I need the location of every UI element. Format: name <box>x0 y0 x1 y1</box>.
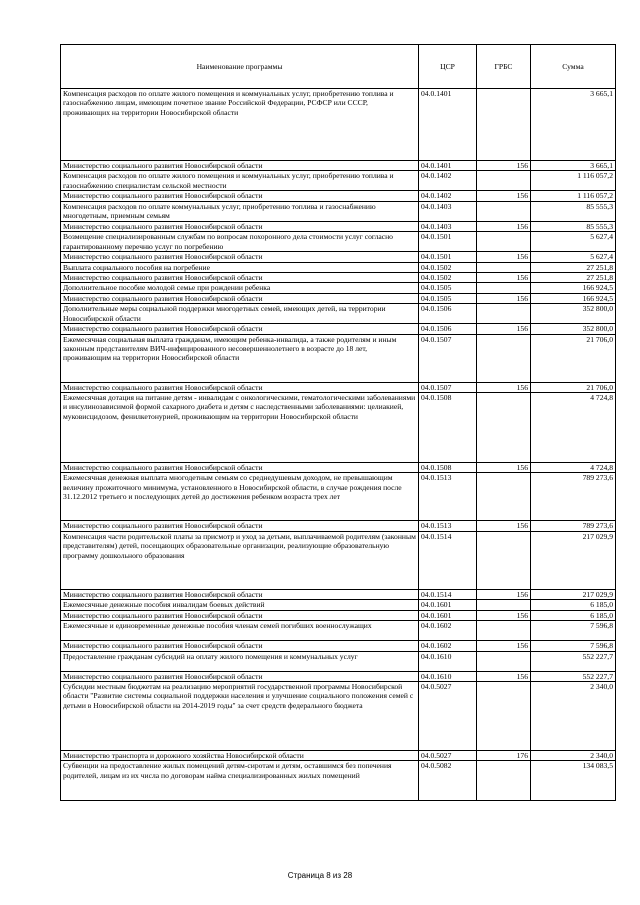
row-sum: 2 340,0 <box>531 750 616 760</box>
table-row <box>61 671 616 681</box>
row-grbs-code <box>477 304 531 324</box>
row-program-name: Министерство транспорта и дорожного хозяйства Новосибирской области <box>61 750 419 760</box>
table-row <box>61 531 616 589</box>
header-grbs: ГРБС <box>477 45 531 89</box>
row-sum: 7 596,8 <box>531 641 616 651</box>
row-grbs-code: 176 <box>477 750 531 760</box>
table-row <box>61 221 616 231</box>
page-number: Страница 8 из 28 <box>287 871 353 880</box>
row-sum: 789 273,6 <box>531 521 616 531</box>
row-grbs-code: 156 <box>477 273 531 283</box>
row-program-name: Выплата социального пособия на погребение <box>61 262 419 272</box>
table-row <box>61 232 616 252</box>
header-program-name: Наименование программы <box>61 45 419 89</box>
row-csr-code: 04.0.1508 <box>419 393 477 463</box>
table-row <box>61 463 616 473</box>
row-sum: 789 273,6 <box>531 473 616 521</box>
row-csr-code: 04.0.1513 <box>419 521 477 531</box>
row-sum: 217 029,9 <box>531 589 616 599</box>
row-grbs-code <box>477 531 531 589</box>
row-csr-code: 04.0.1602 <box>419 621 477 641</box>
row-program-name: Министерство социального развития Новосибирской области <box>61 641 419 651</box>
row-program-name: Возмещение специализированным службам по вопросам похоронного дела стоимости услуг согласно гарантированному перечню услуг по погребению <box>61 232 419 252</box>
table-row <box>61 610 616 620</box>
row-grbs-code: 156 <box>477 191 531 201</box>
row-csr-code: 04.0.1513 <box>419 473 477 521</box>
table-row <box>61 252 616 262</box>
table-row <box>61 382 616 392</box>
row-csr-code: 04.0.1506 <box>419 304 477 324</box>
row-program-name: Министерство социального развития Новосибирской области <box>61 521 419 531</box>
row-grbs-code <box>477 232 531 252</box>
row-sum: 21 706,0 <box>531 382 616 392</box>
row-csr-code: 04.0.1508 <box>419 463 477 473</box>
row-csr-code: 04.0.1403 <box>419 221 477 231</box>
row-csr-code: 04.0.1602 <box>419 641 477 651</box>
table-row <box>61 600 616 610</box>
row-sum: 3 665,1 <box>531 89 616 161</box>
row-program-name: Субсидии местным бюджетам на реализацию мероприятий государственной программы Новосибирской области "Развитие системы социальной поддержки населения и улучшение социального положения семей с детьми в Новосибирской области на 2014-2019 годы" за счет средств федерального бюджета <box>61 681 419 750</box>
table-row <box>61 304 616 324</box>
row-sum: 2 340,0 <box>531 681 616 750</box>
row-sum: 217 029,9 <box>531 531 616 589</box>
table-row <box>61 521 616 531</box>
row-sum: 85 555,3 <box>531 201 616 221</box>
row-grbs-code <box>477 201 531 221</box>
row-csr-code: 04.0.5082 <box>419 761 477 801</box>
row-grbs-code <box>477 262 531 272</box>
row-sum: 85 555,3 <box>531 221 616 231</box>
row-program-name: Министерство социального развития Новосибирской области <box>61 221 419 231</box>
table-row <box>61 273 616 283</box>
row-sum: 552 227,7 <box>531 651 616 671</box>
row-sum: 352 800,0 <box>531 304 616 324</box>
row-csr-code: 04.0.1401 <box>419 161 477 171</box>
row-grbs-code <box>477 473 531 521</box>
budget-table <box>60 44 616 801</box>
row-sum: 7 596,8 <box>531 621 616 641</box>
row-program-name: Дополнительные меры социальной поддержки многодетных семей, имеющих детей, на территории Новосибирской области <box>61 304 419 324</box>
row-csr-code: 04.0.1610 <box>419 651 477 671</box>
table-row <box>61 161 616 171</box>
row-program-name: Министерство социального развития Новосибирской области <box>61 161 419 171</box>
row-sum: 166 924,5 <box>531 283 616 293</box>
row-csr-code: 04.0.1402 <box>419 191 477 201</box>
row-csr-code: 04.0.1610 <box>419 671 477 681</box>
table-row <box>61 262 616 272</box>
row-program-name: Ежемесячная денежная выплата многодетным семьям со среднедушевым доходом, не превышающим величину прожиточного минимума, установленного в Новосибирской области, в случае рождения после 31.12.2012 третьего и последующих детей до достижения ребенком возраста трех лет <box>61 473 419 521</box>
row-csr-code: 04.0.1401 <box>419 89 477 161</box>
row-grbs-code: 156 <box>477 324 531 334</box>
row-grbs-code <box>477 681 531 750</box>
row-program-name: Ежемесячные и единовременные денежные пособия членам семей погибших военнослужащих <box>61 621 419 641</box>
table-row <box>61 641 616 651</box>
row-program-name: Дополнительное пособие молодой семье при рождении ребенка <box>61 283 419 293</box>
row-sum: 6 185,0 <box>531 600 616 610</box>
row-sum: 5 627,4 <box>531 232 616 252</box>
row-csr-code: 04.0.1402 <box>419 171 477 191</box>
row-sum: 1 116 057,2 <box>531 191 616 201</box>
header-sum: Сумма <box>531 45 616 89</box>
row-csr-code: 04.0.1601 <box>419 610 477 620</box>
table-row <box>61 589 616 599</box>
row-sum: 3 665,1 <box>531 161 616 171</box>
row-grbs-code <box>477 621 531 641</box>
row-csr-code: 04.0.1502 <box>419 262 477 272</box>
row-csr-code: 04.0.1601 <box>419 600 477 610</box>
row-csr-code: 04.0.1507 <box>419 334 477 382</box>
row-program-name: Министерство социального развития Новосибирской области <box>61 589 419 599</box>
row-grbs-code <box>477 283 531 293</box>
row-sum: 6 185,0 <box>531 610 616 620</box>
table-body <box>61 89 616 801</box>
row-sum: 4 724,8 <box>531 463 616 473</box>
row-csr-code: 04.0.1403 <box>419 201 477 221</box>
row-csr-code: 04.0.1501 <box>419 232 477 252</box>
row-sum: 21 706,0 <box>531 334 616 382</box>
table-row <box>61 293 616 303</box>
table-row <box>61 750 616 760</box>
table-row <box>61 201 616 221</box>
row-program-name: Компенсация расходов по оплате коммунальных услуг, приобретению топлива и газоснабжению многодетным, приемным семьям <box>61 201 419 221</box>
row-grbs-code: 156 <box>477 610 531 620</box>
row-csr-code: 04.0.1506 <box>419 324 477 334</box>
row-program-name: Министерство социального развития Новосибирской области <box>61 324 419 334</box>
row-program-name: Субвенции на предоставление жилых помещений детям-сиротам и детям, оставшимся без попечения родителей, лицам из их числа по договорам найма специализированных жилых помещений <box>61 761 419 801</box>
row-sum: 166 924,5 <box>531 293 616 303</box>
row-grbs-code: 156 <box>477 293 531 303</box>
row-program-name: Министерство социального развития Новосибирской области <box>61 293 419 303</box>
row-grbs-code <box>477 393 531 463</box>
table-row <box>61 171 616 191</box>
row-csr-code: 04.0.1502 <box>419 273 477 283</box>
row-csr-code: 04.0.1514 <box>419 589 477 599</box>
row-program-name: Компенсация расходов по оплате жилого помещения и коммунальных услуг, приобретению топлива и газоснабжению специалистам сельской местности <box>61 171 419 191</box>
row-csr-code: 04.0.1501 <box>419 252 477 262</box>
row-program-name: Предоставление гражданам субсидий на оплату жилого помещения и коммунальных услуг <box>61 651 419 671</box>
row-program-name: Компенсация расходов по оплате жилого помещения и коммунальных услуг, приобретению топлива и газоснабжению лицам, имеющим почетное звание Российской Федерации, РСФСР или СССР, проживающих на территории Новосибирской области <box>61 89 419 161</box>
row-grbs-code: 156 <box>477 521 531 531</box>
row-csr-code: 04.0.1507 <box>419 382 477 392</box>
row-program-name: Министерство социального развития Новосибирской области <box>61 671 419 681</box>
row-sum: 552 227,7 <box>531 671 616 681</box>
row-program-name: Ежемесячные денежные пособия инвалидам боевых действий <box>61 600 419 610</box>
row-sum: 1 116 057,2 <box>531 171 616 191</box>
table-row <box>61 681 616 750</box>
row-sum: 134 083,5 <box>531 761 616 801</box>
row-program-name: Ежемесячная социальная выплата гражданам, имеющим ребенка-инвалида, а также родителям и иным законным представителям ВИЧ-инфицированного несовершеннолетнего в возрасте до 18 лет, проживающим на территории Новосибирской области <box>61 334 419 382</box>
table-row <box>61 761 616 801</box>
row-grbs-code <box>477 761 531 801</box>
table-row <box>61 89 616 161</box>
row-grbs-code: 156 <box>477 252 531 262</box>
row-sum: 27 251,8 <box>531 262 616 272</box>
row-grbs-code: 156 <box>477 221 531 231</box>
table-row <box>61 191 616 201</box>
table-row <box>61 393 616 463</box>
table-row <box>61 324 616 334</box>
row-program-name: Министерство социального развития Новосибирской области <box>61 382 419 392</box>
row-csr-code: 04.0.1505 <box>419 293 477 303</box>
row-program-name: Министерство социального развития Новосибирской области <box>61 273 419 283</box>
row-sum: 5 627,4 <box>531 252 616 262</box>
row-grbs-code <box>477 651 531 671</box>
row-grbs-code: 156 <box>477 382 531 392</box>
row-sum: 27 251,8 <box>531 273 616 283</box>
row-grbs-code: 156 <box>477 161 531 171</box>
row-sum: 352 800,0 <box>531 324 616 334</box>
row-grbs-code: 156 <box>477 589 531 599</box>
row-program-name: Ежемесячная дотация на питание детям - инвалидам с онкологическими, гематологическими заболеваниями и инсулинозависимой формой сахарного диабета и детям с наследственными заболеваниями: целиакией, муковисцидозом, фенилкетонурией, проживающим на территории Новосибирской области <box>61 393 419 463</box>
row-program-name: Компенсация части родительской платы за присмотр и уход за детьми, выплачиваемой родителям (законным представителям) детей, посещающих образовательные организации, реализующие образовательную программу дошкольного образования <box>61 531 419 589</box>
table-row <box>61 334 616 382</box>
row-program-name: Министерство социального развития Новосибирской области <box>61 191 419 201</box>
table-row <box>61 473 616 521</box>
table-row <box>61 621 616 641</box>
header-csr: ЦСР <box>419 45 477 89</box>
row-program-name: Министерство социального развития Новосибирской области <box>61 252 419 262</box>
row-grbs-code <box>477 600 531 610</box>
row-grbs-code: 156 <box>477 671 531 681</box>
row-csr-code: 04.0.5027 <box>419 750 477 760</box>
row-program-name: Министерство социального развития Новосибирской области <box>61 610 419 620</box>
row-csr-code: 04.0.5027 <box>419 681 477 750</box>
table-header-row <box>61 45 616 89</box>
row-grbs-code <box>477 334 531 382</box>
table-row <box>61 283 616 293</box>
row-csr-code: 04.0.1514 <box>419 531 477 589</box>
row-sum: 4 724,8 <box>531 393 616 463</box>
row-grbs-code <box>477 171 531 191</box>
row-grbs-code: 156 <box>477 641 531 651</box>
table-row <box>61 651 616 671</box>
row-grbs-code <box>477 89 531 161</box>
row-program-name: Министерство социального развития Новосибирской области <box>61 463 419 473</box>
row-grbs-code: 156 <box>477 463 531 473</box>
row-csr-code: 04.0.1505 <box>419 283 477 293</box>
